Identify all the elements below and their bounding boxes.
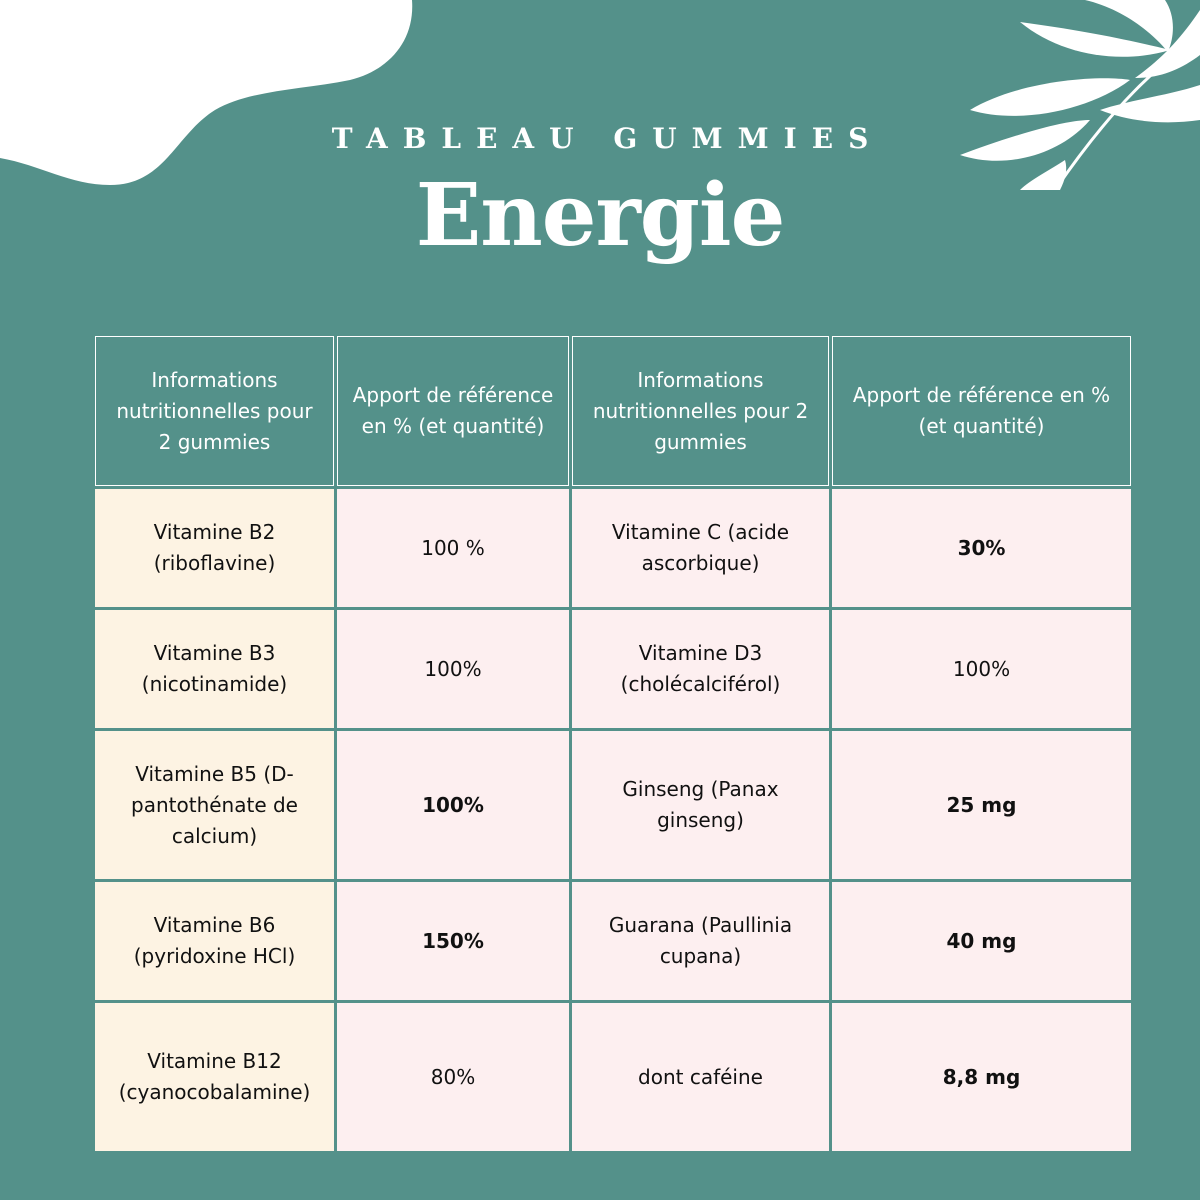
nutrient-cell: Vitamine D3 (cholécalciférol) xyxy=(572,610,829,728)
value-cell: 150% xyxy=(337,882,569,1000)
column-header: Apport de référence en % (et quantité) xyxy=(337,336,569,486)
nutrition-table xyxy=(95,336,1131,1151)
nutrient-cell: dont caféine xyxy=(572,1003,829,1151)
value-cell: 8,8 mg xyxy=(832,1003,1131,1151)
leaf-branch-icon xyxy=(960,0,1200,190)
nutrient-cell: Vitamine B6 (pyridoxine HCl) xyxy=(95,882,334,1000)
nutrient-cell: Vitamine B12 (cyanocobalamine) xyxy=(95,1003,334,1151)
nutrient-cell: Vitamine B2 (riboflavine) xyxy=(95,489,334,607)
nutrient-cell: Vitamine B5 (D-pantothénate de calcium) xyxy=(95,731,334,879)
value-cell: 100% xyxy=(832,610,1131,728)
column-header: Informations nutritionnelles pour 2 gummies xyxy=(95,336,334,486)
page-title: Energie xyxy=(415,165,785,266)
column-header: Apport de référence en % (et quantité) xyxy=(832,336,1131,486)
page-kicker: TABLEAU GUMMIES xyxy=(331,122,884,155)
column-header: Informations nutritionnelles pour 2 gummies xyxy=(572,336,829,486)
value-cell: 40 mg xyxy=(832,882,1131,1000)
nutrient-cell: Ginseng (Panax ginseng) xyxy=(572,731,829,879)
value-cell: 25 mg xyxy=(832,731,1131,879)
nutrient-cell: Vitamine C (acide ascorbique) xyxy=(572,489,829,607)
value-cell: 80% xyxy=(337,1003,569,1151)
value-cell: 100% xyxy=(337,731,569,879)
value-cell: 30% xyxy=(832,489,1131,607)
nutrient-cell: Vitamine B3 (nicotinamide) xyxy=(95,610,334,728)
nutrient-cell: Guarana (Paullinia cupana) xyxy=(572,882,829,1000)
value-cell: 100 % xyxy=(337,489,569,607)
value-cell: 100% xyxy=(337,610,569,728)
